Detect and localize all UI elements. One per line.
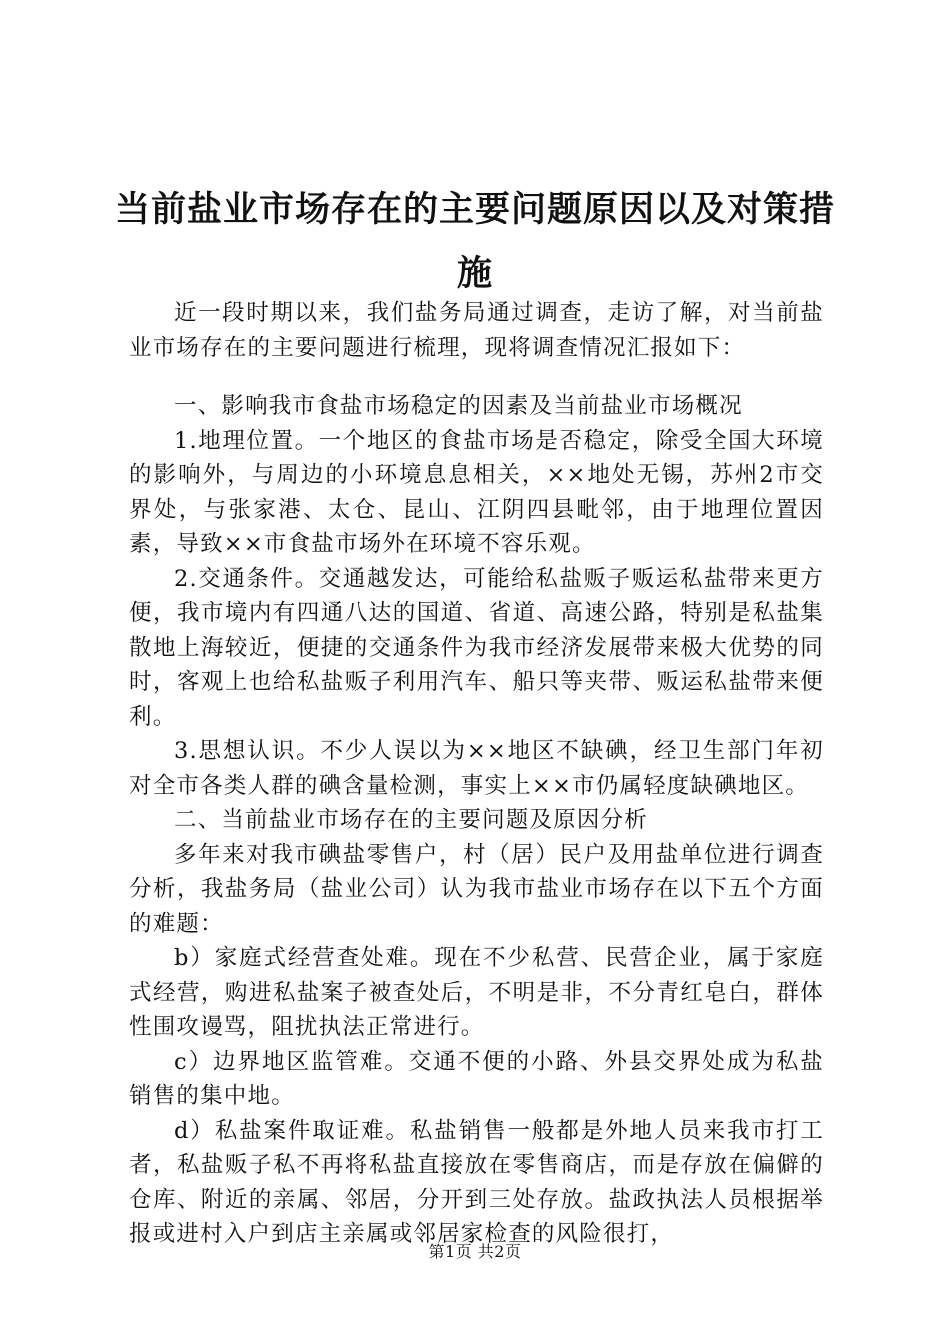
paragraph-geography: 1.地理位置。一个地区的食盐市场是否稳定，除受全国大环境的影响外，与周边的小环境息息相关，××地处无锡，苏州2市交界处，与张家港、太仓、昆山、江阴四县毗邻，由于地理位置因素，导致××市食盐市场外在环境不容乐观。 <box>129 427 824 557</box>
document-body <box>129 296 824 1252</box>
page-number-footer: 第1页 共2页 <box>428 1242 522 1261</box>
paragraph-item-d: d）私盐案件取证难。私盐销售一般都是外地人员来我市打工者，私盐贩子私不再将私盐直接放在零售商店，而是存放在偏僻的仓库、附近的亲属、邻居，分开到三处存放。盐政执法人员根据举报或进村入户到店主亲属或邻居家检查的风险很打， <box>129 1117 824 1247</box>
paragraph-survey: 多年来对我市碘盐零售户，村（居）民户及用盐单位进行调查分析，我盐务局（盐业公司）认为我市盐业市场存在以下五个方面的难题： <box>129 841 824 937</box>
section-heading-1: 一、影响我市食盐市场稳定的因素及当前盐业市场概况 <box>174 393 743 419</box>
section-heading-2: 二、当前盐业市场存在的主要问题及原因分析 <box>174 807 649 833</box>
paragraph-item-c: c）边界地区监管难。交通不便的小路、外县交界处成为私盐销售的集中地。 <box>129 1048 824 1109</box>
paragraph-transport: 2.交通条件。交通越发达，可能给私盐贩子贩运私盐带来更方便，我市境内有四通八达的国道、省道、高速公路，特别是私盐集散地上海较近，便捷的交通条件为我市经济发展带来极大优势的同时，客观上也给私盐贩子利用汽车、船只等夹带、贩运私盐带来便利。 <box>129 565 824 730</box>
paragraph-item-b: b）家庭式经营查处难。现在不少私营、民营企业，属于家庭式经营，购进私盐案子被查处后，不明是非，不分青红皂白，群体性围攻谩骂，阻扰执法正常进行。 <box>129 945 824 1040</box>
intro-paragraph: 近一段时期以来，我们盐务局通过调查，走访了解，对当前盐业市场存在的主要问题进行梳理，现将调查情况汇报如下： <box>129 300 824 361</box>
paragraph-awareness: 3.思想认识。不少人误以为××地区不缺碘，经卫生部门年初对全市各类人群的碘含量检测，事实上××市仍属轻度缺碘地区。 <box>129 738 824 799</box>
document-title: 当前盐业市场存在的主要问题原因以及对策措施 <box>114 190 835 294</box>
